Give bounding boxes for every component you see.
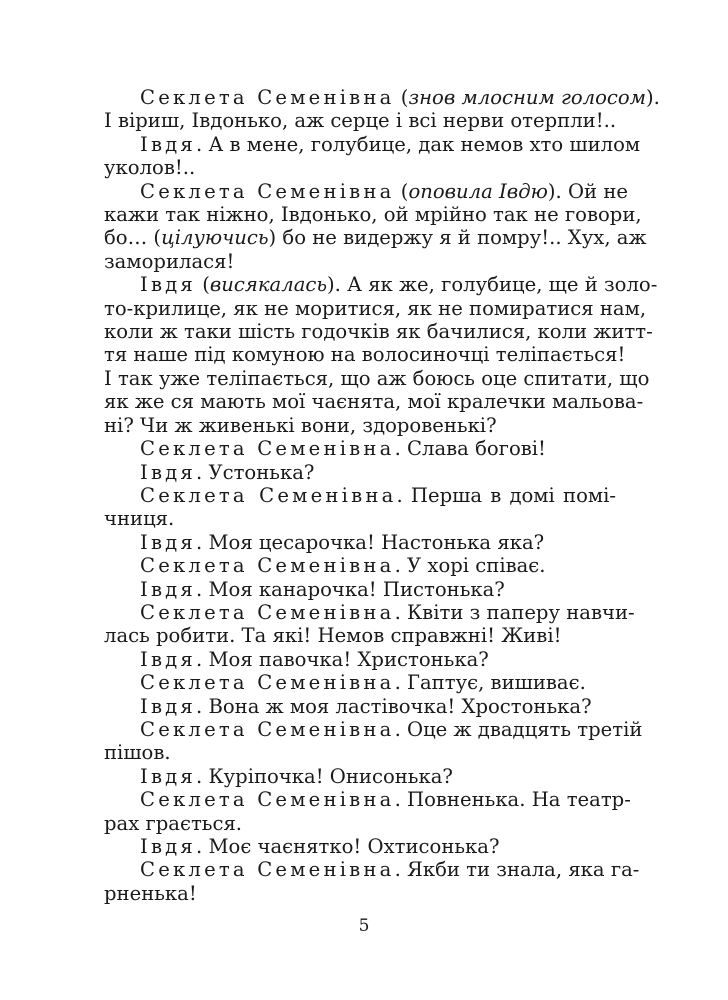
text-line: бо… (цілуючись) бо не видержу я й помру!.. Хух, аж <box>104 226 647 250</box>
replica <box>104 179 647 274</box>
speaker-name: Секлета Семенівна <box>140 437 395 461</box>
replica <box>104 437 616 460</box>
stage-direction: оповила Івдю <box>408 179 548 203</box>
text-line: Івдя. Моя павочка! Христонька? <box>140 647 489 671</box>
text-line: Секлета Семенівна. Слава богові! <box>140 437 546 461</box>
text-line: кажи так ніжно, Івдонько, ой мрійно так не говори, <box>104 203 642 227</box>
stage-direction: висякалась <box>209 273 328 297</box>
replica <box>104 835 616 858</box>
stage-direction: знов млосним голосом <box>408 86 646 109</box>
speaker-name: Івдя <box>140 530 196 554</box>
text-line: пішов. <box>104 741 171 765</box>
replica <box>104 461 616 484</box>
replica <box>104 717 643 765</box>
text-line: Секлета Семенівна (знов млосним голосом). <box>140 86 660 109</box>
replica <box>104 600 635 648</box>
speaker-name: Івдя <box>140 132 196 156</box>
text-line: Секлета Семенівна. Гаптує, вишиває. <box>140 671 586 695</box>
speaker-name: Секлета Семенівна <box>140 86 395 109</box>
text-line: Секлета Семенівна. Повненька. На театр- <box>140 788 631 812</box>
text-line: рненька! <box>104 881 197 905</box>
text-line: Івдя. Моя канарочка! Пистонька? <box>140 577 505 601</box>
speaker-name: Секлета Семенівна <box>140 671 395 695</box>
replica <box>104 484 616 531</box>
text-line: коли ж таки шість годочків як бачилися, коли житт- <box>104 320 653 344</box>
text-line: тя наше під комуною на волосиночці теліпається! <box>104 343 626 367</box>
replica <box>104 273 658 437</box>
speaker-name: Івдя <box>140 577 196 601</box>
page-number: 5 <box>358 916 370 936</box>
speaker-name: Івдя <box>140 460 196 484</box>
text-line: Івдя. Моя цесарочка! Настонька яка? <box>140 530 545 554</box>
speaker-name: Секлета Семенівна <box>140 858 395 882</box>
text-line: Секлета Семенівна. Оце ж двадцять третій <box>140 717 643 741</box>
text-line: Секлета Семенівна. Перша в домі помі- <box>140 483 616 507</box>
text-line: Секлета Семенівна. Квіти з паперу навчи- <box>140 600 635 624</box>
speaker-name: Івдя <box>140 835 196 858</box>
replica <box>104 858 640 905</box>
speaker-name: Секлета Семенівна <box>140 717 395 741</box>
replica <box>104 578 616 601</box>
text-line: то-крилице, як не моритися, як не помиратися нам, <box>104 296 647 320</box>
text-line: Івдя. Вона ж моя ластівочка! Хростонька? <box>140 694 592 718</box>
text-line: Секлета Семенівна. Якби ти знала, яка га- <box>140 858 640 882</box>
replica <box>104 765 616 788</box>
speaker-name: Секлета Семенівна <box>140 179 395 203</box>
replica <box>104 695 616 718</box>
replica <box>104 671 616 694</box>
text-line: Івдя (висякалась). А як же, голубице, ще й золо- <box>140 273 658 297</box>
text-line: Секлета Семенівна. У хорі співає. <box>140 554 546 578</box>
text-line: І так уже теліпається, що аж боюсь оце спитати, що <box>104 366 650 390</box>
play-text <box>104 86 660 905</box>
text-line: уколов!.. <box>104 156 196 180</box>
text-line: Івдя. Куріпочка! Онисонька? <box>140 764 453 788</box>
text-line: заморилася! <box>104 249 235 273</box>
speaker-name: Івдя <box>140 694 196 718</box>
text-line: чниця. <box>104 507 175 531</box>
text-line: рах грається. <box>104 811 243 835</box>
replica <box>104 86 660 133</box>
stage-direction: цілуючись <box>161 226 269 250</box>
text-line: Секлета Семенівна (оповила Івдю). Ой не <box>140 179 628 203</box>
text-line: І віриш, Івдонько, аж серце і всі нерви отерпли!.. <box>104 109 617 133</box>
text-line: Івдя. Устонька? <box>140 460 315 484</box>
replica <box>104 554 616 577</box>
text-line: Івдя. Моє чаєнятко! Охтисонька? <box>140 835 500 858</box>
text-line: лась робити. Та які! Немов справжні! Живі! <box>104 624 562 648</box>
text-line: Івдя. А в мене, голубице, дак немов хто шилом <box>140 132 641 156</box>
text-line: ні? Чи ж живенькі вони, здоровенькі? <box>104 413 497 437</box>
speaker-name: Івдя <box>140 647 196 671</box>
speaker-name: Секлета Семенівна <box>140 483 397 507</box>
speaker-name: Секлета Семенівна <box>140 788 395 812</box>
text-line: як же ся мають мої чаєнята, мої кралечки мальова- <box>104 390 644 414</box>
speaker-name: Секлета Семенівна <box>140 554 395 578</box>
speaker-name: Івдя <box>140 764 196 788</box>
replica <box>104 531 616 554</box>
replica <box>104 132 641 180</box>
speaker-name: Івдя <box>140 273 196 297</box>
replica <box>104 648 616 671</box>
replica <box>104 788 631 835</box>
speaker-name: Секлета Семенівна <box>140 600 395 624</box>
